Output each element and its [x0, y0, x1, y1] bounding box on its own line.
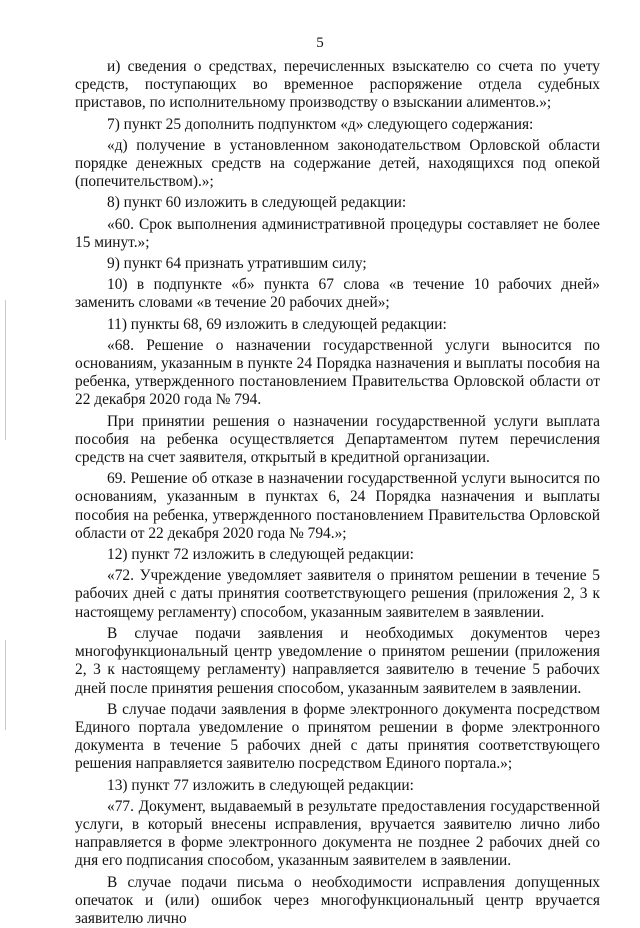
scan-edge-mark: [5, 640, 6, 730]
paragraph: 13) пункт 77 изложить в следующей редакции:: [107, 776, 414, 794]
paragraph: 7) пункт 25 дополнить подпунктом «д» следующего содержания:: [107, 115, 534, 133]
paragraph: 12) пункт 72 изложить в следующей редакции:: [107, 546, 414, 564]
paragraph: 69. Решение об отказе в назначении государственной услуги выносится по основаниям, указанным в пунктах 6, 24 Порядка назначения и выплаты пособия на ребенка, утвержденного постановлением Правительства Орловской области от 22 декабря 2020 года № 794.»;: [75, 470, 600, 542]
paragraph: 8) пункт 60 изложить в следующей редакции:: [107, 194, 407, 212]
paragraph: «72. Учреждение уведомляет заявителя о принятом решении в течение 5 рабочих дней с даты принятия соответствующего решения (приложения 2, 3 к настоящему регламенту) способом, указанным заявителем в заявлении.: [75, 567, 600, 621]
paragraph: «60. Срок выполнения административной процедуры составляет не более 15 минут.»;: [75, 215, 600, 251]
paragraph: «77. Документ, выдаваемый в результате предоставления государственной услуги, в который внесены исправления, вручается заявителю лично либо направляется в форме электронного документа не позднее 2 рабочих дней со дня его подписания способом, указанным заявителем в заявлении.: [75, 797, 600, 870]
document-body: [75, 58, 600, 928]
paragraph: При принятии решения о назначении государственной услуги выплата пособия на ребенка осуществляется Департаментом путем перечисления средств на счет заявителя, открытый в кредитной организации.: [75, 412, 600, 467]
scan-edge-mark: [5, 300, 6, 440]
paragraph: 9) пункт 64 признать утратившим силу;: [107, 255, 367, 273]
paragraph: В случае подачи письма о необходимости исправления допущенных опечаток и (или) ошибок через многофункциональный центр вручается заявителю лично: [75, 873, 600, 927]
paragraph: В случае подачи заявления в форме электронного документа посредством Единого портала уведомление о принятом решении в форме электронного документа в течение 5 рабочих дней с даты принятия соответствующего решения направляется заявителю посредством Единого портала.»;: [75, 700, 600, 773]
paragraph: 10) в подпункте «б» пункта 67 слова «в течение 10 рабочих дней» заменить словами «в течение 20 рабочих дней»;: [75, 276, 600, 312]
paragraph: и) сведения о средствах, перечисленных взыскателю со счета по учету средств, поступающих во временное распоряжение отдела судебных приставов, по исполнительному производству о взыскании алиментов.»;: [75, 58, 600, 112]
paragraph: «68. Решение о назначении государственной услуги выносится по основаниям, указанным в пункте 24 Порядка назначения и выплаты пособия на ребенка, утвержденного постановлением Правительства Орловской области от 22 декабря 2020 года № 794.: [75, 336, 600, 409]
paragraph: 11) пункты 68, 69 изложить в следующей редакции:: [107, 315, 447, 333]
paragraph: В случае подачи заявления и необходимых документов через многофункциональный центр уведомление о принятом решении (приложения 2, 3 к настоящему регламенту) направляется заявителю в течение 5 рабочих дней после принятия решения способом, указанным заявителем в заявлении.: [75, 624, 600, 697]
paragraph: «д) получение в установленном законодательством Орловской области порядке денежных средств на содержание детей, находящихся под опекой (попечительством).»;: [75, 136, 600, 191]
page-number: 5: [316, 35, 324, 51]
